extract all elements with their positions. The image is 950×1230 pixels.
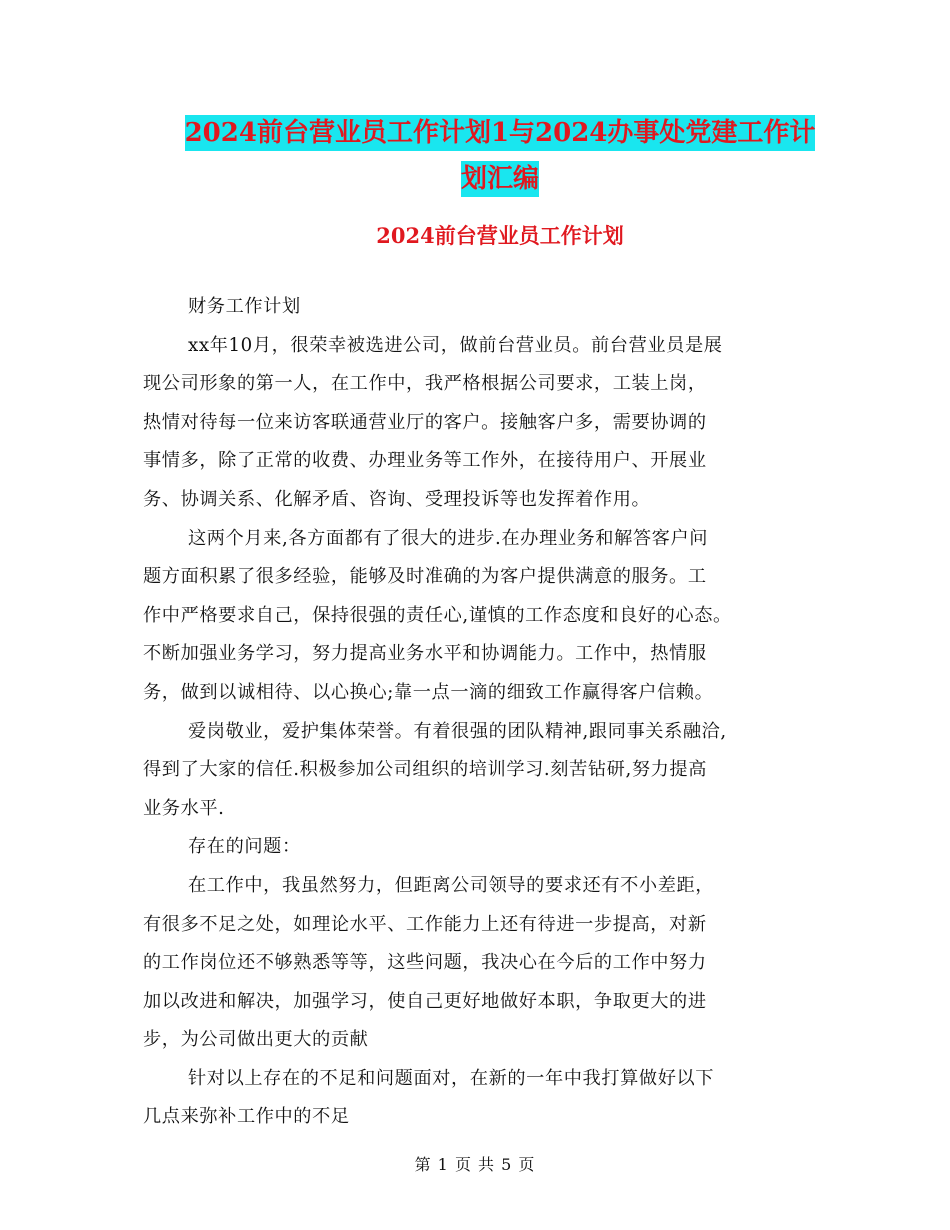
section-title: 2024前台营业员工作计划 [376, 223, 624, 248]
body-line: 务，做到以诚相待、以心换心;靠一点一滴的细致工作赢得客户信赖。 [143, 681, 714, 703]
body-line: 几点来弥补工作中的不足 [143, 1106, 350, 1128]
body-line: 题方面积累了很多经验，能够及时准确的为客户提供满意的服务。工 [143, 566, 707, 588]
document-title-line-2: 划汇编 [461, 161, 539, 197]
body-line: 现公司形象的第一人，在工作中，我严格根据公司要求，工装上岗， [143, 373, 707, 395]
document-title [140, 110, 860, 202]
document-title-line-1: 2024前台营业员工作计划1与2024办事处党建工作计 [185, 115, 816, 151]
body-line: 爱岗敬业，爱护集体荣誉。有着很强的团队精神,跟同事关系融洽, [188, 720, 727, 742]
body-line: 作中严格要求自己，保持很强的责任心,谨慎的工作态度和良好的心态。 [143, 604, 732, 626]
body-line: xx年10月，很荣幸被选进公司，做前台营业员。前台营业员是展 [188, 334, 723, 356]
body-line: 财务工作计划 [188, 296, 301, 317]
body-line: 的工作岗位还不够熟悉等等，这些问题，我决心在今后的工作中努力 [143, 952, 707, 974]
body-line: 在工作中，我虽然努力，但距离公司领导的要求还有不小差距， [188, 874, 715, 896]
body-text [143, 288, 833, 1137]
body-line: 加以改进和解决，加强学习，使自己更好地做好本职，争取更大的进 [143, 990, 707, 1012]
body-line: 热情对待每一位来访客联通营业厅的客户。接触客户多，需要协调的 [143, 411, 707, 433]
page-footer: 第 1 页 共 5 页 [414, 1155, 536, 1174]
body-line: 事情多，除了正常的收费、办理业务等工作外，在接待用户、开展业 [143, 450, 707, 472]
body-line: 不断加强业务学习，努力提高业务水平和协调能力。工作中，热情服 [143, 643, 707, 665]
body-line: 得到了大家的信任.积极参加公司组织的培训学习.刻苦钻研,努力提高 [143, 759, 707, 781]
body-line: 业务水平. [143, 797, 225, 819]
body-line: 务、协调关系、化解矛盾、咨询、受理投诉等也发挥着作用。 [143, 488, 651, 510]
body-line: 这两个月来,各方面都有了很大的进步.在办理业务和解答客户问 [188, 527, 709, 549]
body-line: 针对以上存在的不足和问题面对，在新的一年中我打算做好以下 [188, 1067, 715, 1089]
body-line: 有很多不足之处，如理论水平、工作能力上还有待进一步提高，对新 [143, 913, 707, 935]
body-line: 存在的问题： [188, 836, 301, 858]
body-line: 步，为公司做出更大的贡献 [143, 1029, 369, 1051]
